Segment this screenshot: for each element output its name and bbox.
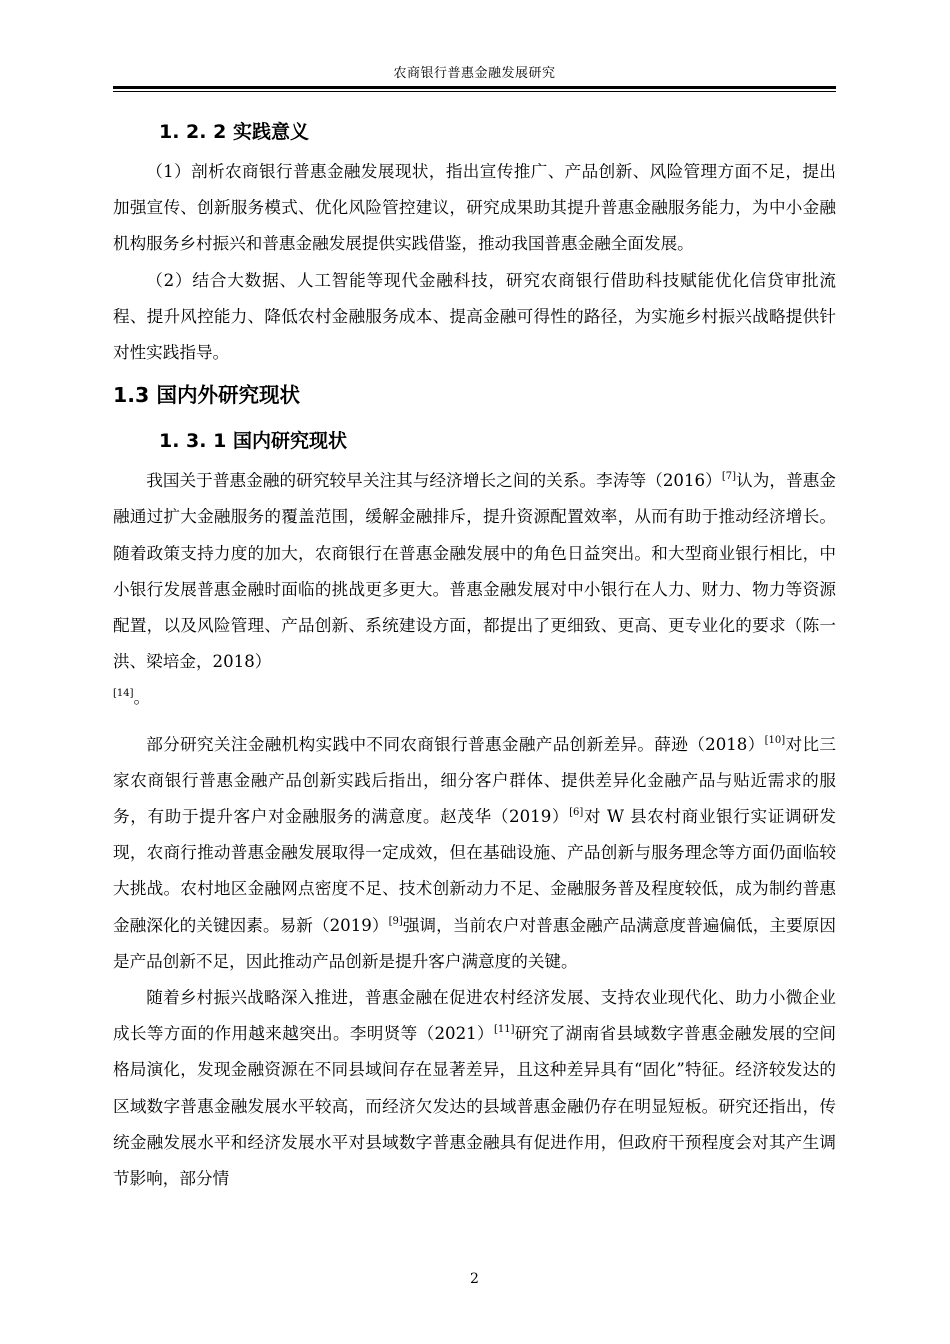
paragraph-domestic-research-2 — [113, 727, 836, 980]
citation-9: [9] — [388, 915, 403, 927]
page-number: 2 — [470, 1271, 479, 1287]
header-rule-thick — [113, 86, 836, 89]
text-run: 认为，普惠金融通过扩大金融服务的覆盖范围，缓解金融排斥，提升资源配置效率，从而有助于推动经济增长。随着政策支持力度的加大，农商银行在普惠金融发展中的角色日益突出。和大型商业银行相比，中小银行发展普惠金融时面临的挑战更多更大。普惠金融发展对中小银行在人力、财力、物力等资源配置，以及风险管理、产品创新、系统建设方面，都提出了更细致、更高、更专业化的要求（陈一洪、梁培金，2018） — [113, 471, 836, 672]
text-run: 研究了湖南省县域数字普惠金融发展的空间格局演化，发现金融资源在不同县域间存在显著差异，且这种差异具有“固化”特征。经济较发达的区域数字普惠金融发展水平较高，而经济欠发达的县域普惠金融仍存在明显短板。研究还指出，传统金融发展水平和经济发展水平对县域数字普惠金融具有促进作用，但政府干预程度会对其产生调节影响，部分情 — [113, 1024, 837, 1189]
paragraph-domestic-research-1 — [113, 463, 836, 716]
citation-10: [10] — [764, 734, 786, 746]
text-run: 我国关于普惠金融的研究较早关注其与经济增长之间的关系。李涛等（2016） — [146, 471, 722, 491]
citation-11: [11] — [493, 1024, 515, 1036]
citation-7: [7] — [721, 471, 736, 483]
citation-14: [14] — [113, 688, 134, 700]
text-run: 对 W 县农村商业银行实证调研发现，农商行推动普惠金融发展取得一定成效，但在基础设施、产品创新与服务理念等方面仍面临较大挑战。农村地区金融网点密度不足、技术创新动力不足、金融服务普及程度较低，成为制约普惠金融深化的关键因素。易新（2019） — [113, 807, 837, 935]
header-rule-thin — [113, 91, 836, 92]
paragraph-practical-significance-2: （2）结合大数据、人工智能等现代金融科技，研究农商银行借助科技赋能优化信贷审批流程、提升风控能力、降低农村金融服务成本、提高金融可得性的路径，为实施乡村振兴战略提供针对性实践指导。 — [113, 270, 836, 363]
text-run: 对比三家农商银行普惠金融产品创新实践后指出，细分客户群体、提供差异化金融产品与贴近需求的服务，有助于提升客户对金融服务的满意度。赵茂华（2019） — [113, 734, 837, 827]
heading-1-3-1: 1. 3. 1 国内研究现状 — [159, 430, 347, 453]
running-header: 农商银行普惠金融发展研究 — [393, 66, 556, 81]
text-run: 随着乡村振兴战略深入推进，普惠金融在促进农村经济发展、支持农业现代化、助力小微企业成长等方面的作用越来越突出。李明贤等（2021） — [113, 988, 836, 1044]
page-body — [113, 110, 836, 1197]
text-run: 。 — [133, 688, 151, 708]
citation-6: [6] — [569, 807, 584, 819]
heading-1-3: 1.3 国内外研究现状 — [113, 383, 300, 408]
paragraph-domestic-research-3 — [113, 980, 836, 1197]
paragraph-practical-significance-1: （1）剖析农商银行普惠金融发展现状，指出宣传推广、产品创新、风险管理方面不足，提出加强宣传、创新服务模式、优化风险管控建议，研究成果助其提升普惠金融服务能力，为中小金融机构服务乡村振兴和普惠金融发展提供实践借鉴，推动我国普惠金融全面发展。 — [113, 162, 836, 254]
heading-1-2-2: 1. 2. 2 实践意义 — [159, 121, 309, 143]
text-run: 强调，当前农户对普惠金融产品满意度普遍偏低，主要原因是产品创新不足，因此推动产品创新是提升客户满意度的关键。 — [113, 915, 837, 971]
text-run: 部分研究关注金融机构实践中不同农商银行普惠金融产品创新差异。薛逊（2018） — [146, 734, 765, 754]
